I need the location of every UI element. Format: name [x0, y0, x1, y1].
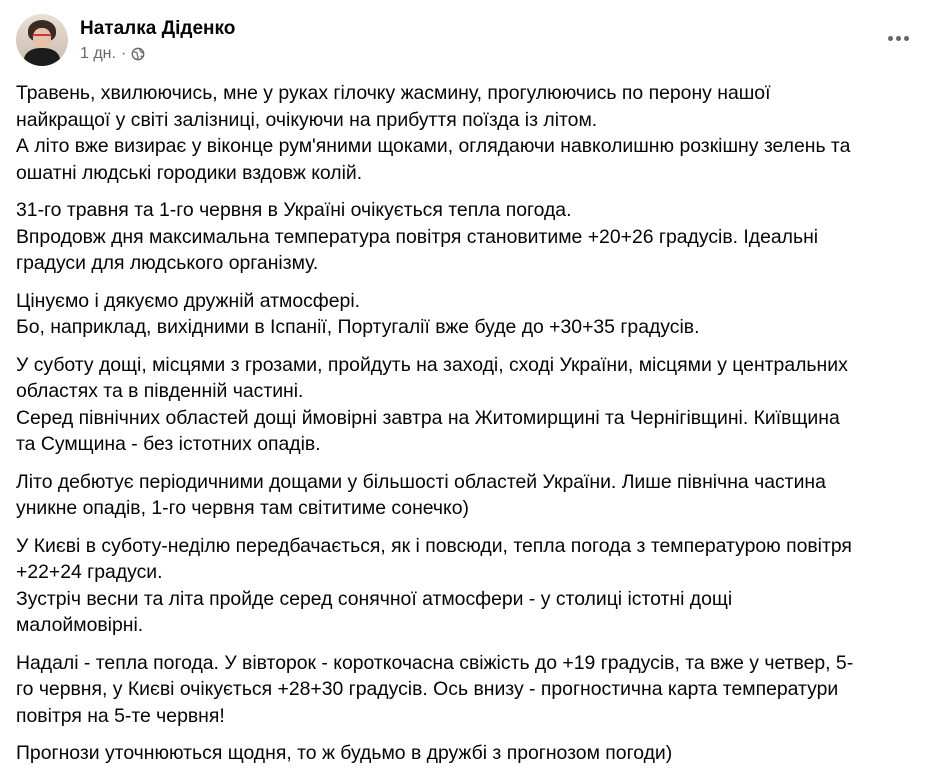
author-name[interactable]: Наталка Діденко — [80, 17, 236, 39]
more-dot — [904, 36, 909, 41]
post-subline — [80, 44, 235, 64]
post-paragraph — [16, 650, 921, 730]
more-dot — [888, 36, 893, 41]
globe-icon[interactable] — [131, 47, 145, 61]
post-text-line: +22+24 градуси. — [16, 561, 163, 583]
post-text-line: У суботу дощі, місцями з грозами, пройдуть на заході, сході України, місцями у центральних — [16, 353, 848, 376]
separator-dot: · — [120, 44, 127, 62]
post-text-line: Надалі - тепла погода. У вівторок - короткочасна свіжість до +19 градусів, та вже у четвер, 5- — [16, 651, 854, 674]
avatar-body — [24, 48, 60, 66]
post-text-line: А літо вже визирає у віконце рум'яними щоками, оглядаючи навколишню розкішну зелень та — [16, 135, 851, 157]
post-text-line: Цінуємо і дякуємо дружній атмосфері. — [16, 289, 361, 312]
post-meta — [80, 17, 235, 64]
post-header — [16, 14, 235, 66]
post-text-line: У Києві в суботу-неділю передбачається, як і повсюди, тепла погода з температурою повітря — [16, 534, 852, 557]
more-options-icon[interactable] — [883, 28, 913, 48]
post-paragraph — [16, 80, 921, 186]
post-text-line: градуси для людського організму. — [16, 252, 319, 274]
post-paragraph — [16, 352, 921, 458]
post-text-line: найкращої у світі залізниці, очікуючи на прибуття поїзда із літом. — [16, 108, 598, 131]
post-text-line: Впродовж дня максимальна температура повітря становитиме +20+26 градусів. Ідеальні — [16, 225, 819, 248]
post-paragraph — [16, 533, 921, 639]
post-text-line: та Сумщина - без істотних опадів. — [16, 433, 321, 455]
post-text-line: Зустріч весни та літа пройде серед сонячної атмосфери - у столиці істотні дощі — [16, 587, 733, 610]
post-text-line: 31-го травня та 1-го червня в Україні очікується тепла погода. — [16, 199, 572, 221]
post-text-line: го червня, у Києві очікується +28+30 градусів. Ось внизу - прогностична карта температури — [16, 678, 839, 700]
post-text-line: Літо дебютує періодичними дощами у більшості областей України. Лише північна частина — [16, 470, 826, 493]
post-text-line: Травень, хвилюючись, мне у руках гілочку жасмину, прогулюючись по перону нашої — [16, 82, 771, 104]
avatar-glasses — [32, 34, 52, 41]
post-text-line: ошатні людські городики вздовж колій. — [16, 161, 363, 184]
post-time[interactable]: 1 дн. — [80, 44, 116, 62]
post-body — [16, 80, 921, 778]
post-paragraph — [16, 469, 921, 522]
post-paragraph — [16, 740, 921, 767]
post-text-line: областях та в південній частині. — [16, 380, 304, 402]
post-text-line: Бо, наприклад, вихідними в Іспанії, Португалії вже буде до +30+35 градусів. — [16, 316, 700, 338]
post-paragraph — [16, 288, 921, 341]
post-text-line: малоймовірні. — [16, 614, 144, 636]
post-text-line: повітря на 5-те червня! — [16, 704, 225, 727]
more-dot — [896, 36, 901, 41]
author-avatar[interactable] — [16, 14, 68, 66]
post-text-line: Серед північних областей дощі ймовірні завтра на Житомирщині та Чернігівщині. Київщина — [16, 406, 840, 429]
post-text-line: Прогнози уточнюються щодня, то ж будьмо в дружбі з прогнозом погоди) — [16, 742, 673, 764]
post-paragraph — [16, 197, 921, 277]
post-text-line: уникне опадів, 1-го червня там світитиме сонечко) — [16, 497, 469, 519]
